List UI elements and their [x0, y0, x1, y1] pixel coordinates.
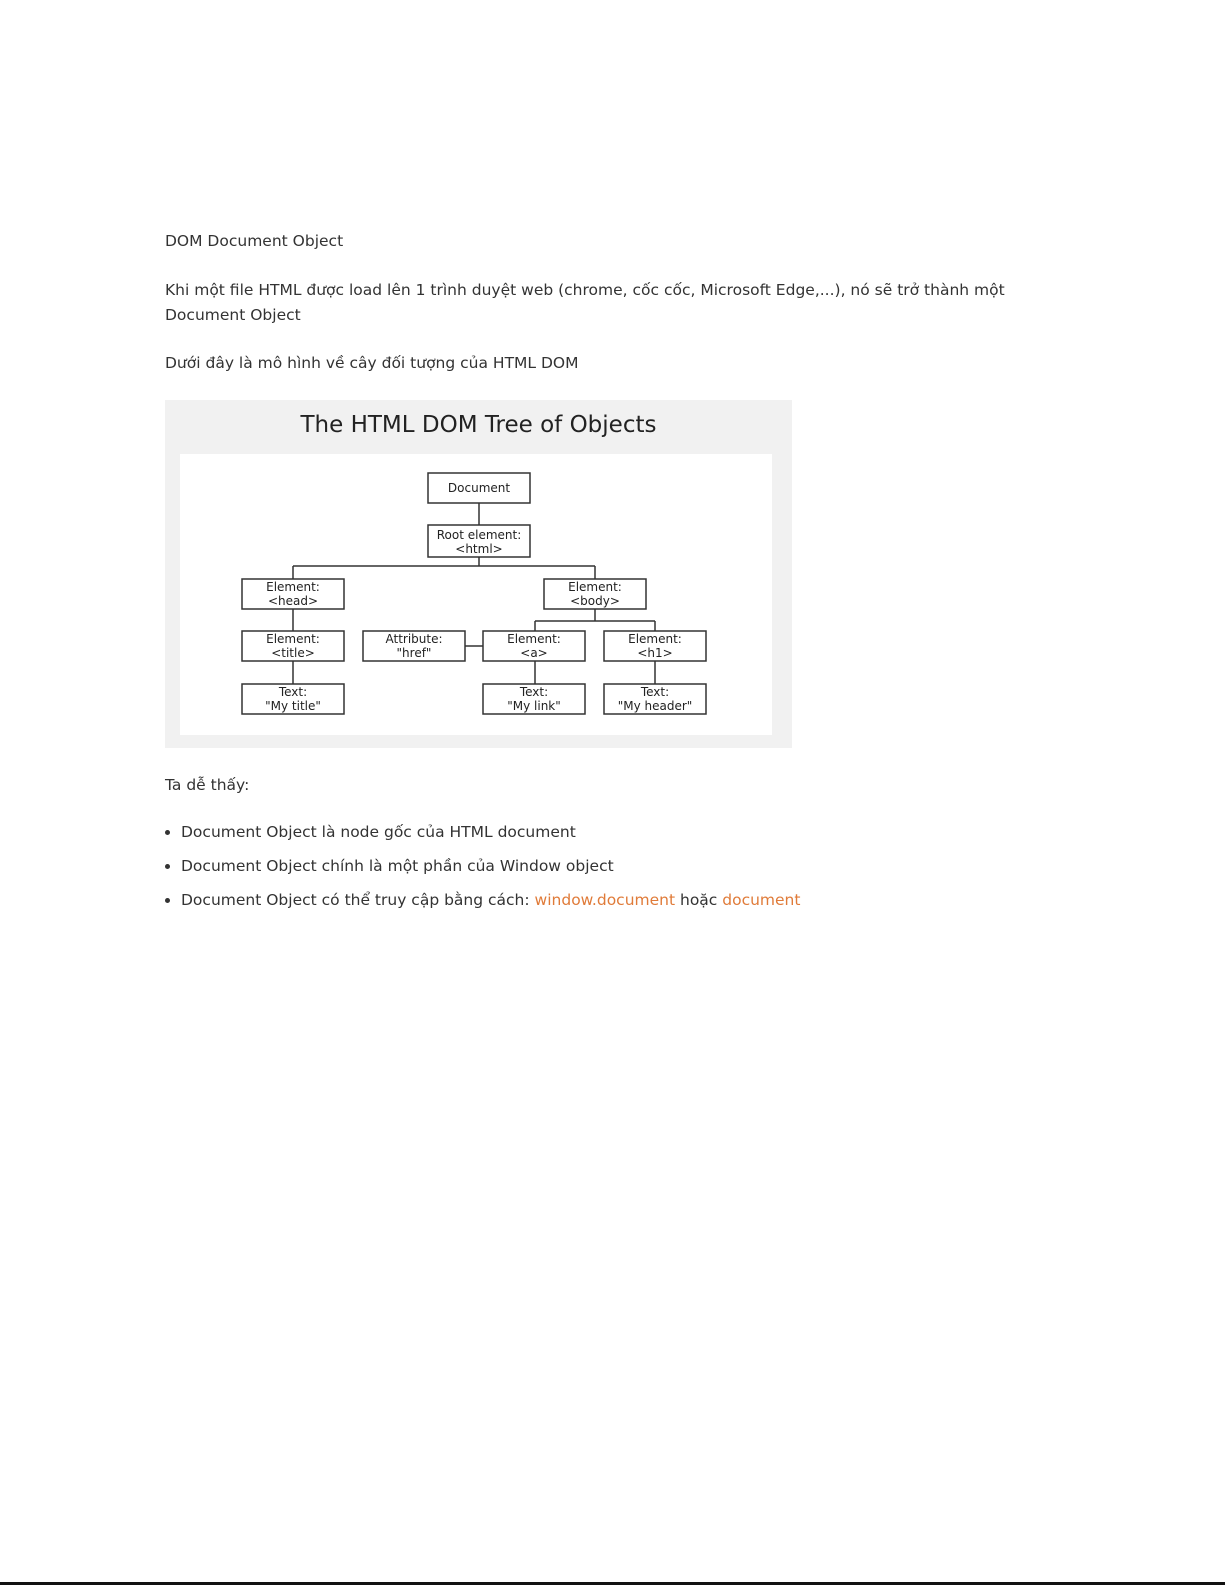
observation-label: Ta dễ thấy: — [165, 776, 250, 794]
code-document: document — [722, 891, 801, 909]
node-text-header-label-1: Text: — [640, 685, 670, 699]
node-text-header-label-2: "My header" — [617, 699, 693, 713]
node-h1-label-1: Element: — [628, 632, 682, 646]
section-heading: DOM Document Object — [165, 232, 344, 250]
node-a-label-1: Element: — [507, 632, 561, 646]
bullet-icon — [165, 898, 170, 903]
list-item-text: Document Object có thể truy cập bằng cách: — [181, 891, 535, 909]
node-h1-label-2: <h1> — [637, 646, 673, 660]
list-item-text: Document Object chính là một phần của Window object — [181, 857, 614, 875]
figure-title: The HTML DOM Tree of Objects — [300, 412, 657, 438]
node-head-label-1: Element: — [266, 580, 320, 594]
node-title-label-2: <title> — [271, 646, 315, 660]
bullet-icon — [165, 830, 170, 835]
bullet-icon — [165, 864, 170, 869]
node-attribute-label-2: "href" — [396, 646, 432, 660]
node-body-label-2: <body> — [570, 594, 620, 608]
node-attribute-label-1: Attribute: — [385, 632, 443, 646]
node-title-label-1: Element: — [266, 632, 320, 646]
code-window-document: window.document — [534, 891, 676, 909]
list-item-text: Document Object là node gốc của HTML document — [181, 823, 576, 841]
list-item-connector-text: hoặc — [675, 891, 723, 909]
list-item — [165, 820, 800, 854]
list-item — [165, 888, 800, 922]
node-document-label: Document — [447, 481, 511, 495]
intro-paragraph: Khi một file HTML được load lên 1 trình duyệt web (chrome, cốc cốc, Microsoft Edge,...), nó sẽ trở thành một Document Object — [165, 281, 1005, 324]
list-item — [165, 854, 800, 888]
dom-tree-diagram — [180, 454, 772, 735]
observation-list — [165, 820, 800, 922]
node-root-label-2: <html> — [455, 542, 503, 556]
dom-tree-svg — [180, 454, 772, 735]
diagram-caption: Dưới đây là mô hình về cây đối tượng của HTML DOM — [165, 354, 579, 372]
node-text-title-label-1: Text: — [278, 685, 308, 699]
node-body-label-1: Element: — [568, 580, 622, 594]
node-text-link-label-2: "My link" — [507, 699, 561, 713]
node-head-label-2: <head> — [267, 594, 319, 608]
node-root-label-1: Root element: — [436, 528, 522, 542]
dom-tree-figure — [165, 400, 792, 748]
node-text-title-label-2: "My title" — [265, 699, 321, 713]
node-a-label-2: <a> — [520, 646, 548, 660]
node-text-link-label-1: Text: — [519, 685, 549, 699]
